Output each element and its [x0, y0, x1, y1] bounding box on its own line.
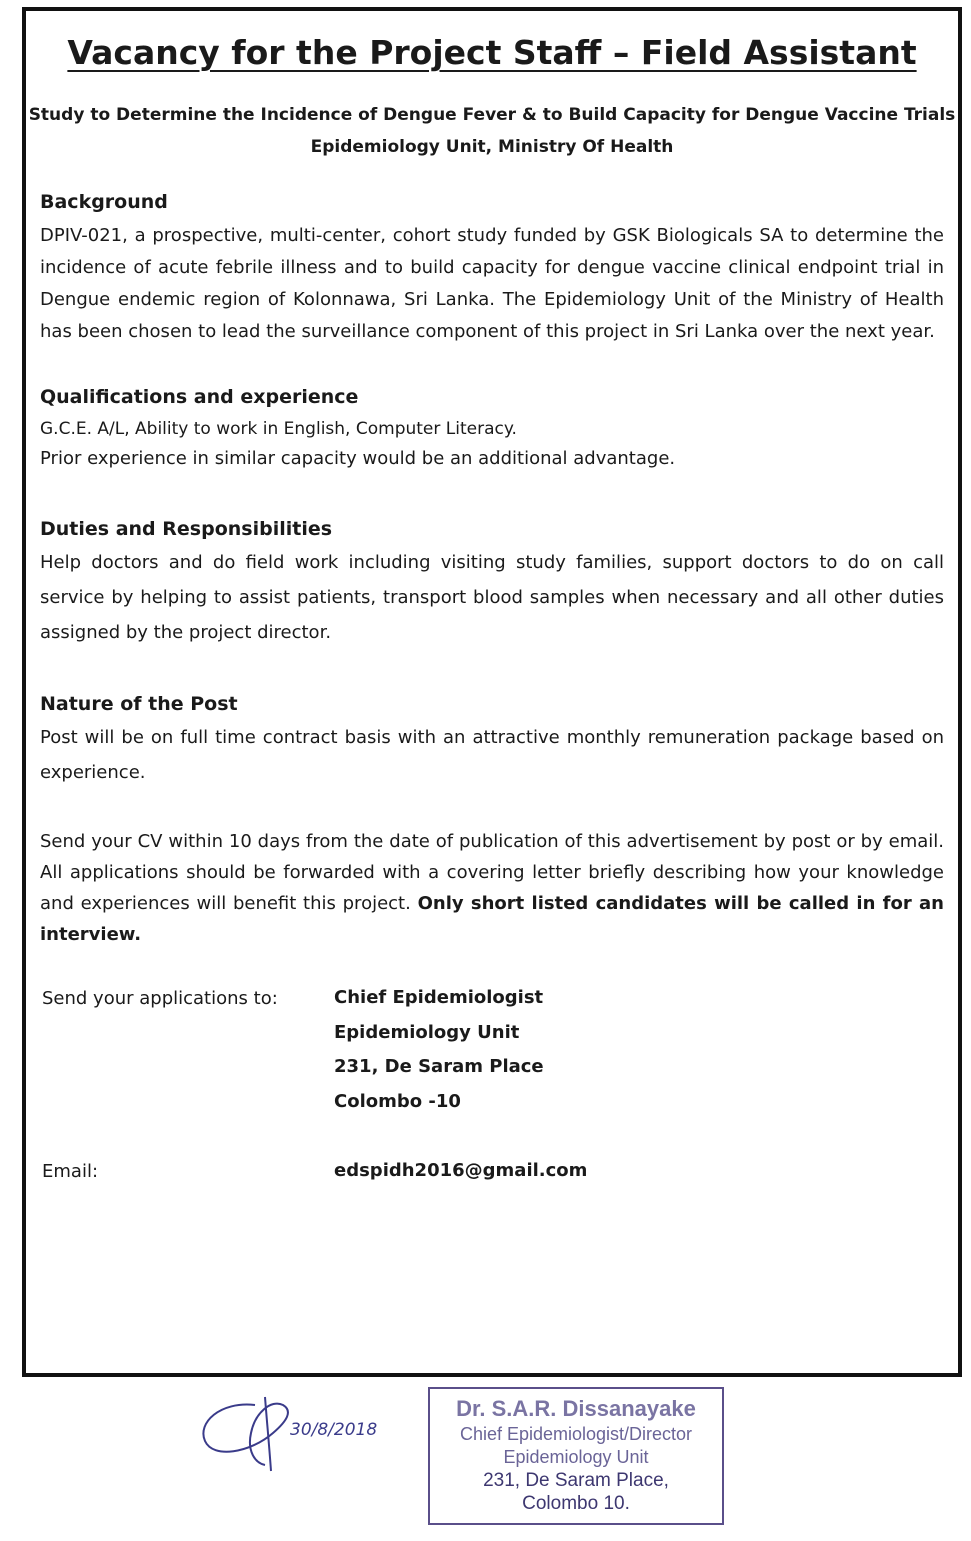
stamp-name: Dr. S.A.R. Dissanayake	[456, 1396, 696, 1421]
duties-text: Help doctors and do field work including visiting study families, support doctors to do on call service by helping to assist patients, transport blood samples when necessary and all other duties assigned by the project director.	[40, 552, 944, 643]
email-label: Email:	[42, 1161, 99, 1182]
stamp-address-2: Colombo 10.	[522, 1493, 630, 1514]
address-line-3: 231, De Saram Place	[334, 1056, 544, 1077]
official-stamp	[428, 1387, 724, 1525]
duties-heading: Duties and Responsibilities	[40, 518, 333, 540]
nature-text: Post will be on full time contract basis with an attractive monthly remuneration package based on experience.	[40, 727, 944, 783]
email-address[interactable]: edspidh2016@gmail.com	[334, 1160, 588, 1181]
address-line-4: Colombo -10	[334, 1091, 461, 1112]
stamp-unit: Epidemiology Unit	[503, 1447, 649, 1467]
address-line-2: Epidemiology Unit	[334, 1022, 520, 1043]
qualifications-line-1: G.C.E. A/L, Ability to work in English, Computer Literacy.	[40, 419, 517, 439]
nature-heading: Nature of the Post	[40, 693, 238, 715]
address-label: Send your applications to:	[42, 988, 278, 1009]
application-text: Send your CV within 10 days from the date of publication of this advertisement by post or by email. All applications should be forwarded with a covering letter briefly describing how your knowledge and experiences will benefit this project.	[40, 831, 944, 914]
qualifications-heading: Qualifications and experience	[40, 386, 359, 408]
study-organization: Epidemiology Unit, Ministry Of Health	[310, 137, 674, 157]
shortlist-notice: Only short listed candidates will be called in for an interview.	[40, 893, 944, 945]
signature-date: 30/8/2018	[290, 1420, 378, 1440]
stamp-address-1: 231, De Saram Place,	[483, 1470, 669, 1491]
stamp-title: Chief Epidemiologist/Director	[459, 1424, 693, 1444]
signature	[195, 1393, 395, 1473]
application-instructions	[40, 826, 944, 950]
address-line-1: Chief Epidemiologist	[334, 987, 544, 1008]
qualifications-line-2: Prior experience in similar capacity would be an additional advantage.	[40, 448, 676, 469]
background-heading: Background	[40, 191, 168, 213]
background-text: DPIV-021, a prospective, multi-center, cohort study funded by GSK Biologicals SA to determine the incidence of acute febrile illness and to build capacity for dengue vaccine clinical endpoint trial in Dengue endemic region of Kolonnawa, Sri Lanka. The Epidemiology Unit of the Ministry of Health has been chosen to lead the surveillance component of this project in Sri Lanka over the next year.	[40, 225, 944, 342]
document-frame	[22, 7, 962, 1377]
page-title: Vacancy for the Project Staff – Field Assistant	[67, 33, 917, 72]
study-title: Study to Determine the Incidence of Dengue Fever & to Build Capacity for Dengue Vaccine Trials	[28, 105, 956, 125]
